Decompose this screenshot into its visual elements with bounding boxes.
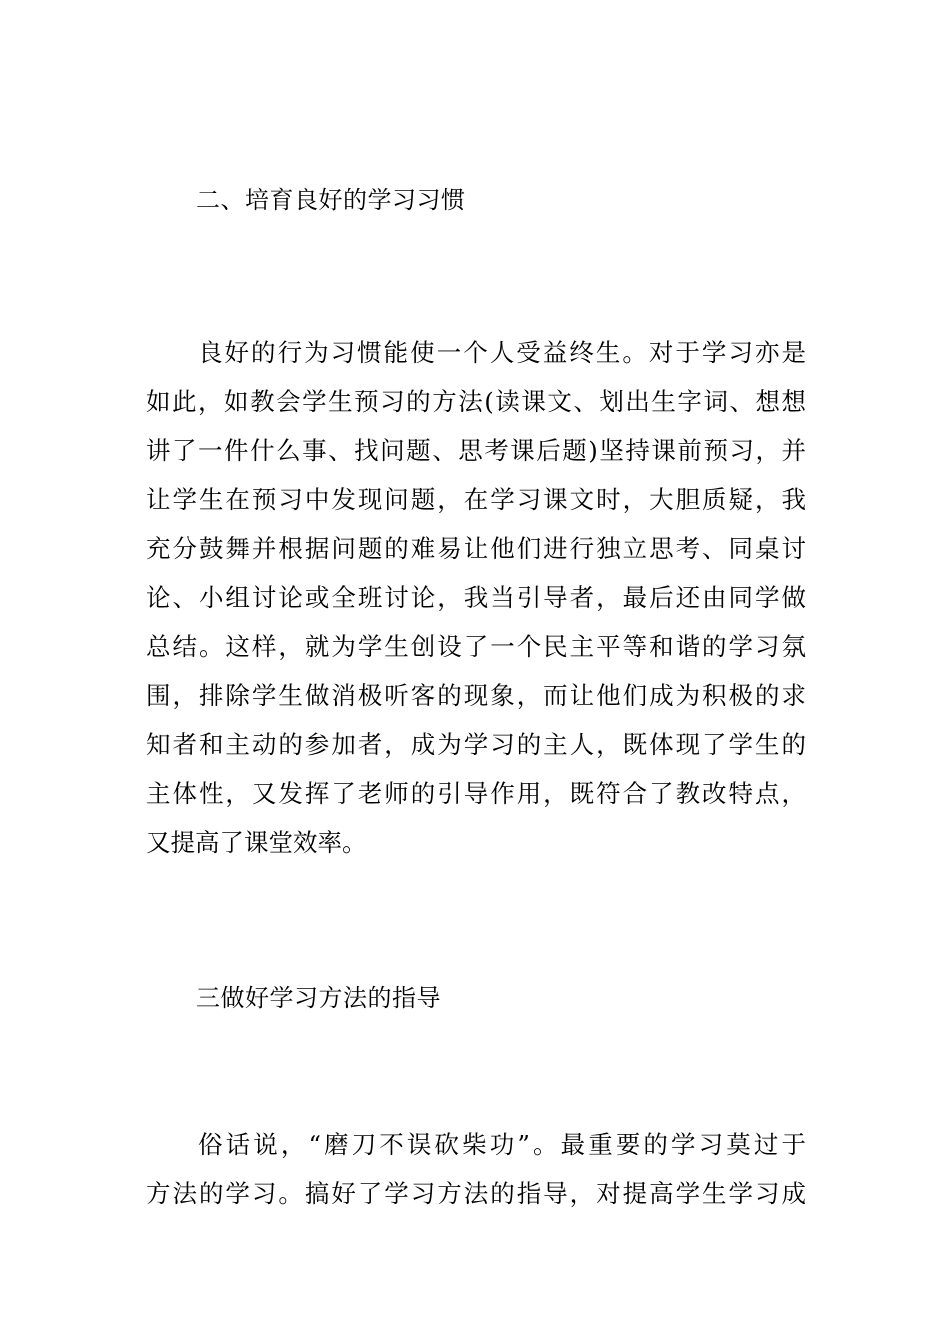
paragraph-line: 充分鼓舞并根据问题的难易让他们进行独立思考、同桌讨 <box>146 534 806 563</box>
paragraph-methods <box>146 1120 806 1218</box>
paragraph-habits <box>146 328 806 867</box>
section-heading-2: 二、培育良好的学习习惯 <box>196 186 466 214</box>
paragraph-line: 主体性，又发挥了老师的引导作用，既符合了教改特点， <box>146 779 806 808</box>
paragraph-line: 知者和主动的参加者，成为学习的主人，既体现了学生的 <box>146 730 806 759</box>
paragraph-line: 又提高了课堂效率。 <box>146 828 367 857</box>
paragraph-line: 围，排除学生做消极听客的现象，而让他们成为积极的求 <box>146 681 806 710</box>
section-heading-3: 三做好学习方法的指导 <box>196 984 441 1012</box>
paragraph-line: 论、小组讨论或全班讨论，我当引导者，最后还由同学做 <box>146 583 806 612</box>
paragraph-line: 讲了一件什么事、找问题、思考课后题)坚持课前预习，并 <box>146 436 806 465</box>
paragraph-line: 俗话说，“磨刀不误砍柴功”。最重要的学习莫过于 <box>198 1130 806 1159</box>
paragraph-line: 让学生在预习中发现问题，在学习课文时，大胆质疑，我 <box>146 485 806 514</box>
paragraph-line: 总结。这样，就为学生创设了一个民主平等和谐的学习氛 <box>146 632 806 661</box>
paragraph-line: 如此，如教会学生预习的方法(读课文、划出生字词、想想 <box>146 387 806 416</box>
paragraph-line: 方法的学习。搞好了学习方法的指导，对提高学生学习成 <box>146 1179 806 1208</box>
paragraph-line: 良好的行为习惯能使一个人受益终生。对于学习亦是 <box>198 338 806 367</box>
